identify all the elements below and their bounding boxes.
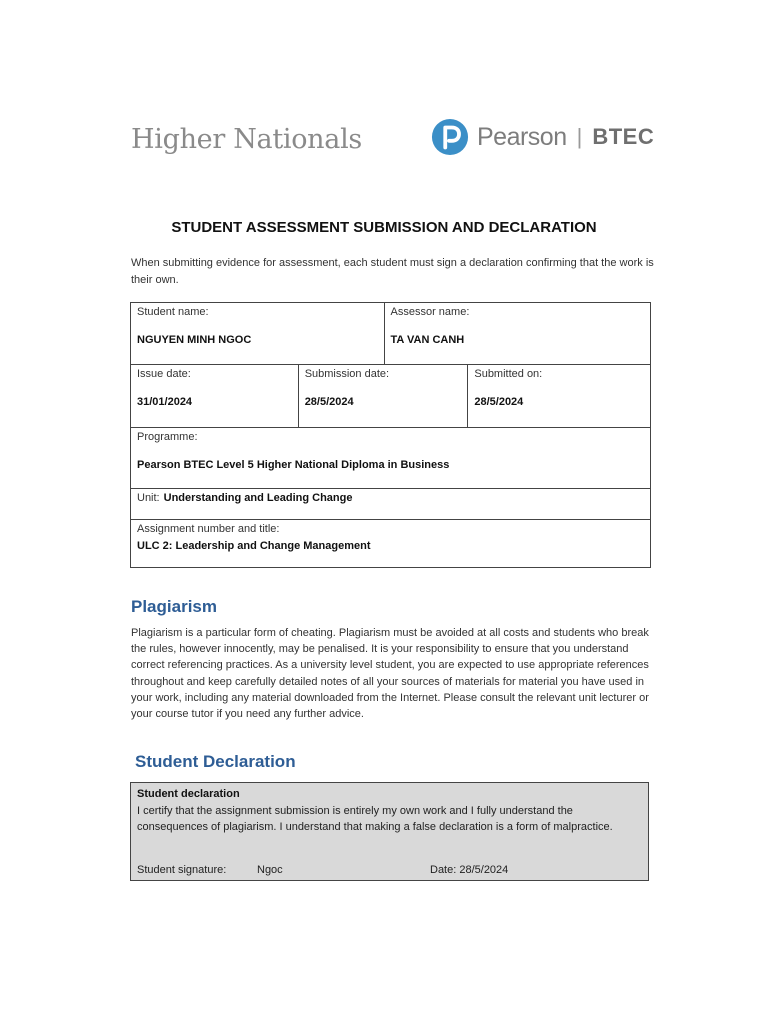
assignment-value: ULC 2: Leadership and Change Management [137,540,371,552]
unit-label: Unit: [137,492,160,504]
higher-nationals-title: Higher Nationals [131,124,362,155]
student-declaration-heading: Student Declaration [135,752,296,771]
logo-separator: | [576,124,583,149]
unit-value: Understanding and Leading Change [163,492,353,504]
programme-label: Programme: [137,431,198,443]
pearson-btec-logo [431,117,654,157]
submission-date-value: 28/5/2024 [304,396,354,408]
declaration-box-title: Student declaration [137,788,240,800]
student-name-label: Student name: [137,306,209,318]
issue-date-cell [131,365,299,428]
signature-row [137,862,642,879]
assessor-name-cell [384,303,650,365]
plagiarism-paragraph: Plagiarism is a particular form of cheating. Plagiarism must be avoided at all costs and students who break the rules, however innocently, may be penalised. It is your responsibility to ensure that you understand correct referencing practices. As a university level student, you are expected to use appropriate references throughout and keep carefully detailed notes of all your sources of materials for material you have used in your work, including any material downloaded from the Internet. Please consult the relevant unit lecturer or your course tutor if you need any further advice. [131,627,649,721]
pearson-p-icon [431,117,469,157]
issue-date-value: 31/01/2024 [137,396,193,408]
submitted-on-value: 28/5/2024 [474,396,524,408]
pearson-wordmark: Pearson [477,122,567,151]
btec-wordmark: BTEC [592,124,655,149]
submitted-on-label: Submitted on: [474,368,543,380]
assessor-name-value: TA VAN CANH [390,334,465,346]
declaration-text: I certify that the assignment submission is entirely my own work and I fully understand the consequences of plagiarism. I understand that making a false declaration is a form of malpractice. [137,804,613,833]
declaration-box [130,782,649,881]
assessor-name-label: Assessor name: [390,306,470,318]
signature-value: Ngoc [257,863,283,876]
programme-cell [131,428,651,489]
student-name-value: NGUYEN MINH NGOC [137,334,252,346]
programme-value: Pearson BTEC Level 5 Higher National Diploma in Business [137,459,450,471]
signature-label: Student signature: [137,863,227,876]
assignment-cell [131,520,651,568]
declaration-date: Date: 28/5/2024 [430,863,509,876]
plagiarism-heading: Plagiarism [131,597,217,616]
submission-date-label: Submission date: [304,368,390,380]
assignment-label: Assignment number and title: [137,523,280,535]
submission-date-cell [298,365,468,428]
intro-paragraph: When submitting evidence for assessment, each student must sign a declaration confirming that the work is their own. [131,257,654,286]
unit-cell [131,489,651,520]
submission-info-table [130,302,651,568]
issue-date-label: Issue date: [137,368,191,380]
submitted-on-cell [468,365,651,428]
document-title: STUDENT ASSESSMENT SUBMISSION AND DECLARATION [171,219,597,236]
student-name-cell [131,303,385,365]
